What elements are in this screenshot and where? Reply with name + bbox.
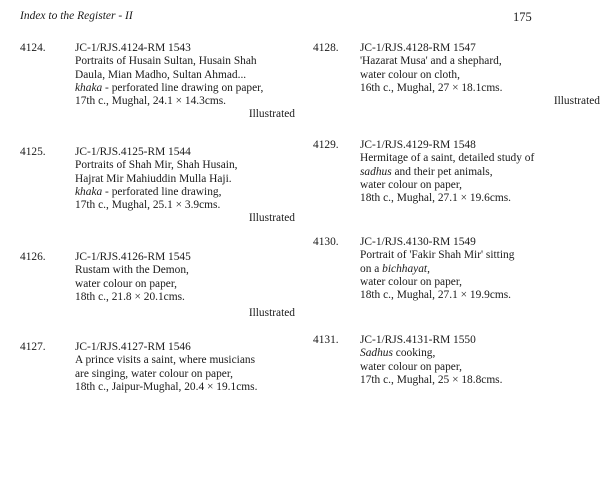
entry-line-rest: and their pet animals, [391,165,493,178]
term-bichhayat: bichhayat [382,262,428,275]
entry-body [75,42,295,122]
term-sadhus: Sadhus [360,347,393,360]
entry-line: 18th c., Mughal, 27.1 × 19.9cms. [360,289,512,302]
entry-number: 4125. [20,146,46,158]
entry-line-prefix: on a [360,262,383,275]
entry-line: Portraits of Husain Sultan, Husain Shah [75,55,257,68]
entry-line [75,82,295,95]
entry-number: 4128. [313,42,339,54]
entry-number: 4127. [20,341,46,353]
entry-reference: JC-1/RJS.4129-RM 1548 [360,139,476,151]
term-sadhus: sadhus [360,165,392,178]
entry-line-rest: cooking, [392,347,436,360]
entry-line [360,347,600,360]
entry-reference: JC-1/RJS.4128-RM 1547 [360,42,476,54]
entry-line: 'Hazarat Musa' and a shephard, [360,55,502,68]
entry-body [75,251,295,320]
entry-number: 4130. [313,236,339,248]
entry-line [360,166,600,179]
term-khaka: khaka [75,185,103,198]
entry-line: water colour on paper, [360,360,463,373]
entry-number: 4126. [20,251,46,263]
entry-line [360,263,600,276]
entry-body [75,341,295,394]
entry-reference: JC-1/RJS.4130-RM 1549 [360,236,476,248]
entry-line: Portraits of Shah Mir, Shah Husain, [75,159,238,172]
entry-line: Portrait of 'Fakir Shah Mir' sitting [360,249,515,262]
entry-line: 17th c., Mughal, 25.1 × 3.9cms. [75,199,221,212]
entry-line: 16th c., Mughal, 27 × 18.1cms. [360,81,503,94]
entry-reference: JC-1/RJS.4126-RM 1545 [75,251,191,263]
term-khaka: khaka [75,81,103,94]
entry-body [75,146,295,226]
entry-line: 17th c., Mughal, 25 × 18.8cms. [360,373,503,386]
entry-body [360,334,600,387]
entry-body [360,139,600,205]
entry-line [75,186,295,199]
illustrated-label: Illustrated [248,212,295,225]
illustrated-label: Illustrated [248,108,295,121]
running-head: Index to the Register - II [20,10,133,22]
entry-line: are singing, water colour on paper, [75,367,234,380]
entry-line: 17th c., Mughal, 24.1 × 14.3cms. [75,95,227,108]
entry-reference: JC-1/RJS.4125-RM 1544 [75,146,191,158]
entry-line: water colour on paper, [75,277,178,290]
entry-body [360,236,600,302]
entry-line: Hermitage of a saint, detailed study of [360,152,535,165]
entry-line: 18th c., Mughal, 27.1 × 19.6cms. [360,192,512,205]
page-number: 175 [513,10,532,24]
entry-line-rest: - perforated line drawing on paper, [102,81,264,94]
entry-line: Rustam with the Demon, [75,264,189,277]
entry-body [360,42,600,108]
entry-reference: JC-1/RJS.4127-RM 1546 [75,341,191,353]
entry-line: Daula, Mian Madho, Sultan Ahmad... [75,68,247,81]
entry-line: water colour on paper, [360,178,463,191]
entry-line: Hajrat Mir Mahiuddin Mulla Haji. [75,172,232,185]
illustrated-label: Illustrated [553,95,600,108]
entry-number: 4131. [313,334,339,346]
entry-line: water colour on paper, [360,275,463,288]
entry-reference: JC-1/RJS.4131-RM 1550 [360,334,476,346]
entry-line: 18th c., Jaipur-Mughal, 20.4 × 19.1cms. [75,380,258,393]
entry-line-rest: , [427,262,430,275]
illustrated-label: Illustrated [248,307,295,320]
entry-number: 4129. [313,139,339,151]
entry-line: 18th c., 21.8 × 20.1cms. [75,290,185,303]
entry-number: 4124. [20,42,46,54]
entry-reference: JC-1/RJS.4124-RM 1543 [75,42,191,54]
entry-line-rest: - perforated line drawing, [102,185,222,198]
entry-line: A prince visits a saint, where musicians [75,354,255,367]
entry-line: water colour on cloth, [360,68,460,81]
